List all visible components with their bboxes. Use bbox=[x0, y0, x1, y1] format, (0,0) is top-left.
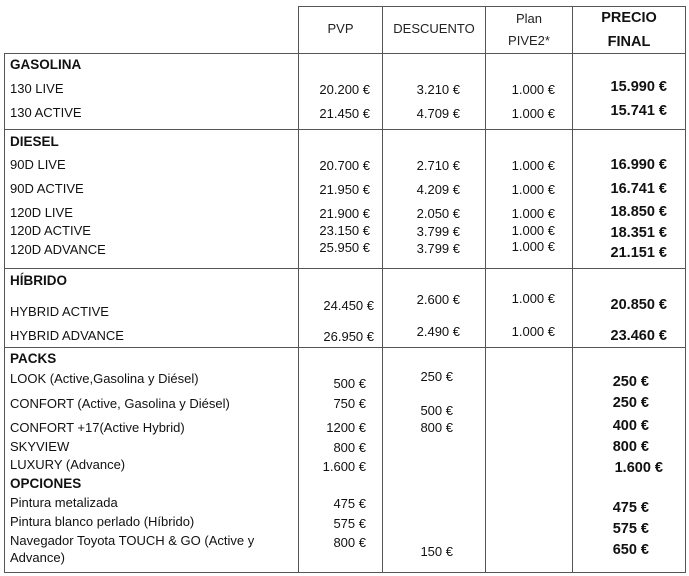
pvp-value: 21.450 € bbox=[319, 106, 370, 121]
pack-label: SKYVIEW bbox=[10, 439, 70, 454]
pack-label: CONFORT (Active, Gasolina y Diésel) bbox=[10, 396, 230, 411]
precio-final-value: 475 € bbox=[612, 500, 649, 516]
pvp-value: 800 € bbox=[333, 535, 366, 550]
model-label: 120D ACTIVE bbox=[10, 223, 91, 238]
precio-final-value: 15.990 € bbox=[610, 79, 667, 95]
pack-label: LUXURY (Advance) bbox=[10, 457, 126, 472]
pvp-value: 20.200 € bbox=[319, 82, 370, 97]
plan-value: 1.000 € bbox=[511, 82, 555, 97]
table-border-left bbox=[4, 53, 5, 573]
header-precio-line2: FINAL bbox=[607, 34, 651, 50]
pvp-value: 23.150 € bbox=[319, 223, 370, 238]
pvp-value: 25.950 € bbox=[319, 240, 370, 255]
table-border-header-bottom bbox=[4, 53, 686, 54]
precio-final-value: 16.741 € bbox=[610, 181, 667, 197]
pvp-value: 750 € bbox=[333, 396, 366, 411]
pvp-value: 21.950 € bbox=[319, 182, 370, 197]
pvp-value: 24.450 € bbox=[323, 298, 374, 313]
section-divider-hibrido-packs bbox=[4, 347, 686, 348]
table-border-bottom bbox=[4, 572, 686, 573]
plan-value: 1.000 € bbox=[511, 324, 555, 339]
section-divider-diesel-hibrido bbox=[4, 268, 686, 269]
pvp-value: 500 € bbox=[333, 376, 366, 391]
plan-value: 1.000 € bbox=[511, 239, 555, 254]
descuento-value: 2.050 € bbox=[416, 206, 460, 221]
pack-label: CONFORT +17(Active Hybrid) bbox=[10, 420, 185, 435]
plan-value: 1.000 € bbox=[511, 291, 555, 306]
precio-final-value: 23.460 € bbox=[610, 328, 667, 344]
precio-final-value: 18.351 € bbox=[610, 225, 667, 241]
section-title-packs: PACKS bbox=[10, 351, 57, 366]
pvp-value: 26.950 € bbox=[323, 329, 374, 344]
table-border-right bbox=[685, 6, 686, 573]
descuento-value: 2.710 € bbox=[416, 158, 460, 173]
model-label: 90D ACTIVE bbox=[10, 181, 84, 196]
header-plan-line2: PIVE2* bbox=[508, 33, 550, 48]
precio-final-value: 18.850 € bbox=[610, 204, 667, 220]
plan-value: 1.000 € bbox=[511, 106, 555, 121]
descuento-value: 250 € bbox=[420, 369, 453, 384]
header-descuento: DESCUENTO bbox=[393, 21, 475, 36]
precio-final-value: 800 € bbox=[612, 439, 649, 455]
table-border-top bbox=[298, 6, 686, 7]
pack-label: LOOK (Active,Gasolina y Diésel) bbox=[10, 371, 199, 386]
option-label: Pintura blanco perlado (Híbrido) bbox=[10, 514, 195, 529]
pvp-value: 475 € bbox=[333, 496, 366, 511]
section-title-opciones: OPCIONES bbox=[10, 476, 82, 491]
plan-value: 1.000 € bbox=[511, 158, 555, 173]
descuento-value: 800 € bbox=[420, 420, 453, 435]
model-label: 120D LIVE bbox=[10, 205, 73, 220]
section-title-diesel: DIESEL bbox=[10, 134, 59, 149]
model-label: 130 LIVE bbox=[10, 81, 64, 96]
pvp-value: 1200 € bbox=[326, 420, 366, 435]
option-label-line2: Advance) bbox=[10, 550, 65, 565]
descuento-value: 4.709 € bbox=[416, 106, 460, 121]
header-pvp: PVP bbox=[327, 21, 354, 36]
pvp-value: 20.700 € bbox=[319, 158, 370, 173]
pvp-value: 800 € bbox=[333, 440, 366, 455]
precio-final-value: 650 € bbox=[612, 542, 649, 558]
descuento-value: 2.600 € bbox=[416, 292, 460, 307]
precio-final-value: 1.600 € bbox=[614, 460, 663, 476]
precio-final-value: 16.990 € bbox=[610, 157, 667, 173]
precio-final-value: 15.741 € bbox=[610, 103, 667, 119]
precio-final-value: 21.151 € bbox=[610, 245, 667, 261]
model-label: HYBRID ADVANCE bbox=[10, 328, 124, 343]
section-title-gasolina: GASOLINA bbox=[10, 57, 82, 72]
plan-value: 1.000 € bbox=[511, 206, 555, 221]
header-precio-line1: PRECIO bbox=[601, 10, 657, 26]
precio-final-value: 250 € bbox=[612, 395, 649, 411]
descuento-value: 3.210 € bbox=[416, 82, 460, 97]
model-label: 120D ADVANCE bbox=[10, 242, 106, 257]
descuento-value: 150 € bbox=[420, 544, 453, 559]
descuento-value: 3.799 € bbox=[416, 241, 460, 256]
plan-value: 1.000 € bbox=[511, 182, 555, 197]
model-label: 90D LIVE bbox=[10, 157, 66, 172]
precio-final-value: 250 € bbox=[612, 374, 649, 390]
model-label: 130 ACTIVE bbox=[10, 105, 82, 120]
header-plan-line1: Plan bbox=[515, 11, 543, 26]
section-divider-gasolina-diesel bbox=[4, 129, 686, 130]
option-label-line1: Navegador Toyota TOUCH & GO (Active y bbox=[10, 533, 255, 548]
model-label: HYBRID ACTIVE bbox=[10, 304, 109, 319]
precio-final-value: 575 € bbox=[612, 521, 649, 537]
descuento-value: 500 € bbox=[420, 403, 453, 418]
plan-value: 1.000 € bbox=[511, 223, 555, 238]
option-label: Pintura metalizada bbox=[10, 495, 118, 510]
precio-final-value: 20.850 € bbox=[610, 297, 667, 313]
section-title-hibrido: HÍBRIDO bbox=[10, 273, 67, 288]
descuento-value: 2.490 € bbox=[416, 324, 460, 339]
descuento-value: 4.209 € bbox=[416, 182, 460, 197]
descuento-value: 3.799 € bbox=[416, 224, 460, 239]
pvp-value: 21.900 € bbox=[319, 206, 370, 221]
pvp-value: 575 € bbox=[333, 516, 366, 531]
pvp-value: 1.600 € bbox=[322, 459, 366, 474]
precio-final-value: 400 € bbox=[612, 418, 649, 434]
